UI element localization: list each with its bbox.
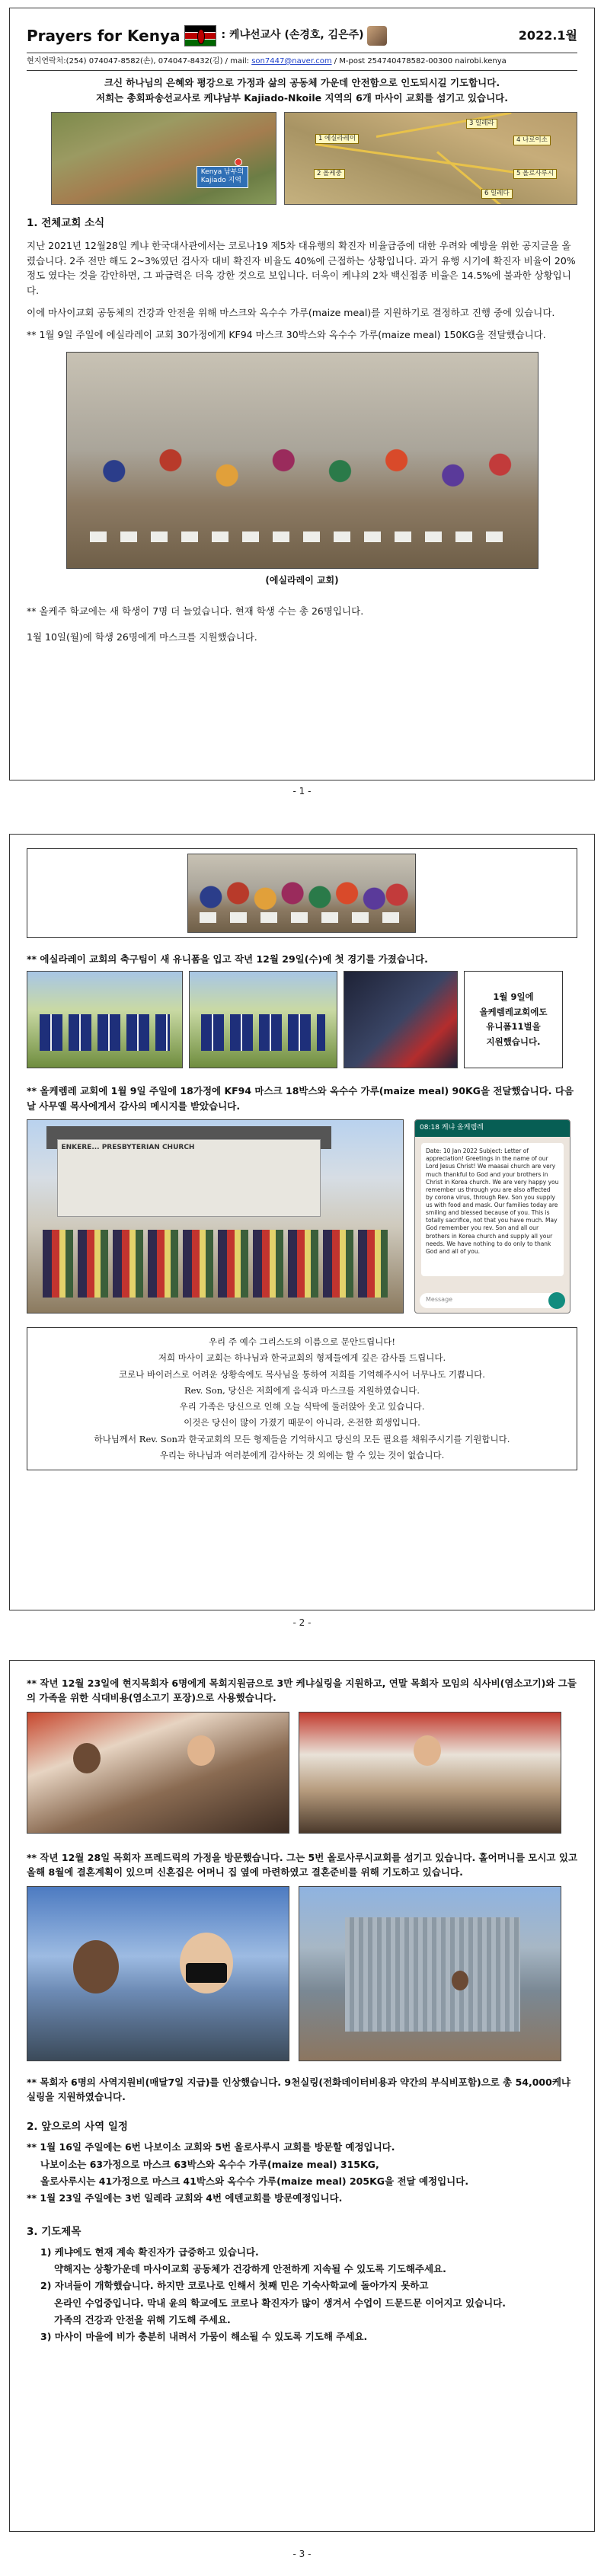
greeting-line-2: 저희는 총회파송선교사로 케냐남부 Kajiado-Nkoile 지역의 6개 마사이 교회를 섬기고 있습니다.	[96, 91, 508, 104]
letter-title: Prayers for Kenya	[27, 26, 181, 45]
schedule-item-4: ** 1월 23일 주일에는 3번 일레라 교회와 4번 에덴교회를 방문예정입니다.	[27, 2192, 343, 2204]
football-team-photo-1	[27, 971, 183, 1068]
kenya-map-label	[197, 166, 248, 188]
schedule-item-1: ** 1월 16일 주일에는 6번 나보이소 교회와 5번 올로사루시 교회를 방문할 예정입니다.	[27, 2141, 395, 2153]
contact-prefix: 현지연락처:(254) 074047-8582(손), 074047-8432(김) / mail:	[27, 57, 252, 65]
pastor-salary-paragraph: ** 목회자 6명의 사역지원비(매달7일 지급)를 인상했습니다. 9천실링(전화데이터비용과 약간의 부식비포함)으로 총 54,000케냐실링을 지원하였습니다.	[27, 2076, 570, 2102]
visit-photo-row	[27, 1886, 577, 2061]
page-number-2: - 2 -	[292, 1617, 312, 1628]
letter-date: 2022.1월	[518, 27, 577, 43]
map-tag-4: 4 나로이소	[513, 136, 551, 146]
goat-meal-photo	[299, 1712, 561, 1834]
eshilalei-church-photo	[66, 352, 538, 569]
schedule-item-2: 나보이소는 63가정으로 마스크 63박스와 옥수수 가루(maize meal) 315KG,	[40, 2158, 379, 2170]
church-sign: ENKERE... PRESBYTERIAN CHURCH	[61, 1144, 195, 1152]
kenya-flag-icon	[184, 25, 216, 46]
pastor-house-photo	[299, 1886, 561, 2061]
mask-paragraph: 1월 10일(월)에 학생 26명에게 마스크를 지원했습니다.	[27, 630, 257, 643]
message-input: Message	[420, 1293, 565, 1308]
prayer-item-3: 3) 마사이 마을에 비가 충분히 내려서 가뭄이 해소될 수 있도록 기도해 주세요.	[40, 2331, 368, 2343]
map-tag-1: 1 에실라레이	[315, 134, 359, 145]
map-tag-3: 3 일레라	[466, 119, 497, 129]
letter-header	[27, 19, 577, 53]
pastor-meeting-photo	[27, 1712, 289, 1834]
support-paragraph: 이에 마사이교회 공동체의 건강과 안전을 위해 마스크와 옥수수 가루(maize meal)를 지원하기로 결정하고 진행 중에 있습니다.	[27, 306, 555, 318]
location-pin-icon	[235, 158, 242, 166]
map-tag-2: 2 올케중	[314, 169, 345, 180]
map-tag-5: 5 올로사루시	[513, 169, 557, 180]
pastor-support-paragraph: ** 작년 12월 23일에 현지목회자 6명에게 목회지원금으로 3만 케냐실링을 지원하고, 연말 목회자 모임의 식사비(염소고기)와 그들의 가족을 위한 식대비용(염소고기 포장)으로 사용했습니다.	[27, 1677, 577, 1704]
uniform-note-line-1: 1월 9일에	[493, 991, 534, 1003]
schedule-list	[27, 2140, 577, 2206]
greeting-line-1: 크신 하나님의 은혜와 평강으로 가정과 삶의 공동체 가운데 안전함으로 인도되시길 기도합니다.	[104, 76, 500, 88]
children-group-photo	[187, 854, 416, 933]
appreciation-row	[27, 1119, 577, 1314]
section-title-schedule: 2. 앞으로의 사역 일정	[27, 2121, 128, 2134]
uniform-note-line-3: 유니폼11벌을	[486, 1021, 541, 1033]
football-team-photo-2	[189, 971, 337, 1068]
school-paragraph: ** 올케주 학교에는 새 학생이 7명 더 늘었습니다. 현재 학생 수는 총 26명입니다.	[27, 605, 364, 618]
football-paragraph: ** 에실라레이 교회의 축구팀이 새 유니폼을 입고 작년 12월 29일(수)에 첫 경기를 가졌습니다.	[27, 953, 428, 965]
prayer-item-2-detail: 온라인 수업중입니다. 막내 윤의 학교에도 코로나 확진자가 많이 생겨서 수업이 드문드문 이어지고 있습니다.	[54, 2297, 507, 2309]
section-title-prayer: 3. 기도제목	[27, 2225, 81, 2238]
contact-line	[27, 53, 577, 71]
schedule-item-3: 올로사루시는 41가정으로 마스크 41박스와 옥수수 가루(maize meal) 205KG을 전달 예정입니다.	[40, 2175, 469, 2187]
pastor-selfie-photo	[27, 1886, 289, 2061]
send-icon	[548, 1292, 565, 1309]
prayer-item-2-detail-2: 가족의 건강과 안전을 위해 기도해 주세요.	[54, 2314, 231, 2326]
pastor-visit-paragraph: ** 작년 12월 28일 목회자 프레드릭의 가정을 방문했습니다. 그는 5번 올로사루시교회를 섬기고 있습니다. 홀어머니를 모시고 있고 올해 8월에 결혼계획이 있으며 신혼집은 어머니 집 옆에 마련하였고 결혼준비를 위해 기도하고 있습니다.	[27, 1851, 578, 1879]
prayer-item-1: 1) 케냐에도 현재 계속 확진자가 급증하고 있습니다.	[40, 2246, 259, 2258]
letter-line-3: 코로나 바이러스로 어려운 상황속에도 목사님을 통하여 저희를 기억해주시어 너무나도 기쁩니다.	[119, 1368, 485, 1380]
letter-line-1: 우리 주 예수 그리스도의 이름으로 문안드립니다!	[208, 1336, 396, 1348]
team-photo-box	[27, 848, 577, 938]
page-3	[9, 1660, 595, 2532]
chat-message: Date: 10 Jan 2022 Subject: Letter of appreciation! Greetings in the name of our Lord Jesus Christ! We maasai church are very much thankful to God and your brothers in Christ in Korea church. We are very happy you remember us through you are also affected by corona virus, through Rev. Son you supply us with food and mask. Our families today are smiling and blessed because of you. This is totally sacrifice, not that you have much. May God remember you rev. Son and all our brothers in Korea church and supply all your needs. We have nothing to do only to thank God and all of you.	[421, 1143, 564, 1276]
uniform-note-line-4: 지원했습니다.	[486, 1036, 541, 1047]
email-link[interactable]: son7447@naver.com	[251, 57, 332, 65]
chat-header	[415, 1120, 570, 1137]
kenya-map-label-line-1: Kenya 남부의	[200, 168, 244, 176]
page-number-3: - 3 -	[292, 2549, 312, 2559]
prayer-item-1-detail: 약해지는 상황가운데 마사이교회 공동체가 건강하게 안전하게 지속될 수 있도록 기도해주세요.	[54, 2262, 446, 2274]
olkeremele-paragraph: ** 올케렘레 교회에 1월 9일 주일에 18가정에 KF94 마스크 18박스와 옥수수 가루(maize meal) 90KG을 전달했습니다. 다음 날 사무엘 목사에게서 감사의 메시지를 받았습니다.	[27, 1085, 574, 1112]
eshilalei-paragraph: ** 1월 9일 주일에 에실라레이 교회 30가정에게 KF94 마스크 30박스와 옥수수 가루(maize meal) 150KG을 전달했습니다.	[27, 329, 546, 341]
missionary-names: : 케냐선교사 (손경호, 김은주)	[221, 29, 364, 42]
whatsapp-screenshot	[414, 1119, 570, 1314]
contact-suffix: / M-post 254740478582-00300 nairobi.kenya	[331, 57, 507, 65]
photo-caption: (에실라레이 교회)	[265, 574, 339, 586]
map-tag-6: 6 일레다	[481, 189, 513, 200]
missionary-photo	[367, 26, 387, 46]
uniform-side-note	[464, 971, 563, 1068]
prayer-list	[27, 2245, 577, 2345]
page-number-1: - 1 -	[292, 786, 312, 796]
uniform-photo	[344, 971, 458, 1068]
pastor-photo-row	[27, 1712, 577, 1834]
letter-line-6: 이것은 당신이 많이 가졌기 때문이 아니라, 온전한 희생입니다.	[184, 1417, 420, 1428]
kenya-map	[51, 112, 276, 205]
olkeremele-church-photo	[27, 1119, 404, 1314]
chat-contact-name: 케냐 올케렘레	[441, 1124, 484, 1132]
page-2	[9, 834, 595, 1610]
section-title-church-news: 1. 전체교회 소식	[27, 216, 105, 229]
uniform-photo-row	[27, 971, 577, 1068]
map-row	[27, 112, 577, 205]
translated-letter	[27, 1327, 577, 1470]
prayer-item-2: 2) 자녀들이 개학했습니다. 하지만 코로나로 인해서 첫째 민은 기숙사학교에 돌아가지 못하고	[40, 2280, 429, 2292]
page-1	[9, 8, 595, 780]
kajiado-map	[284, 112, 577, 205]
letter-line-8: 우리는 하나님과 여러분에게 감사하는 것 외에는 할 수 있는 것이 없습니다.	[159, 1449, 445, 1460]
letter-line-7: 하나님께서 Rev. Son과 한국교회의 모든 형제들을 기억하시고 당신의 모든 필요를 채워주시기를 기원합니다.	[94, 1433, 510, 1444]
covid-paragraph: 지난 2021년 12월28일 케냐 한국대사관에서는 코로나19 제5차 대유행의 확진자 비율급증에 대한 우려와 예방을 위한 공지글을 올렸습니다. 2주 전만 해도 2~3%였던 검사자 대비 확진자 비율도 40%에 근접하는 상황입니다. 과거 유행 시기에 확진자 비율이 20% 정도 였다는 것을 감안하면, 그 파급력은 더욱 강한 것으로 보입니다. 더욱이 케냐의 2차 백신접종 비율은 14.5%에 불과한 상황입니다.	[27, 240, 576, 296]
kenya-map-label-line-2: Kajiado 지역	[200, 177, 241, 185]
letter-line-2: 저희 마사이 교회는 하나님과 한국교회의 형제들에게 깊은 감사를 드립니다.	[158, 1352, 446, 1364]
letter-line-5: 우리 가족은 당신으로 인해 오늘 식탁에 둘러앉아 웃고 있습니다.	[179, 1401, 425, 1412]
letter-line-4: Rev. Son, 당신은 저희에게 음식과 마스크를 지원하였습니다.	[184, 1384, 420, 1396]
chat-time: 08:18	[420, 1124, 439, 1132]
greeting	[27, 75, 577, 106]
uniform-note-line-2: 올케렘레교회에도	[479, 1006, 548, 1017]
